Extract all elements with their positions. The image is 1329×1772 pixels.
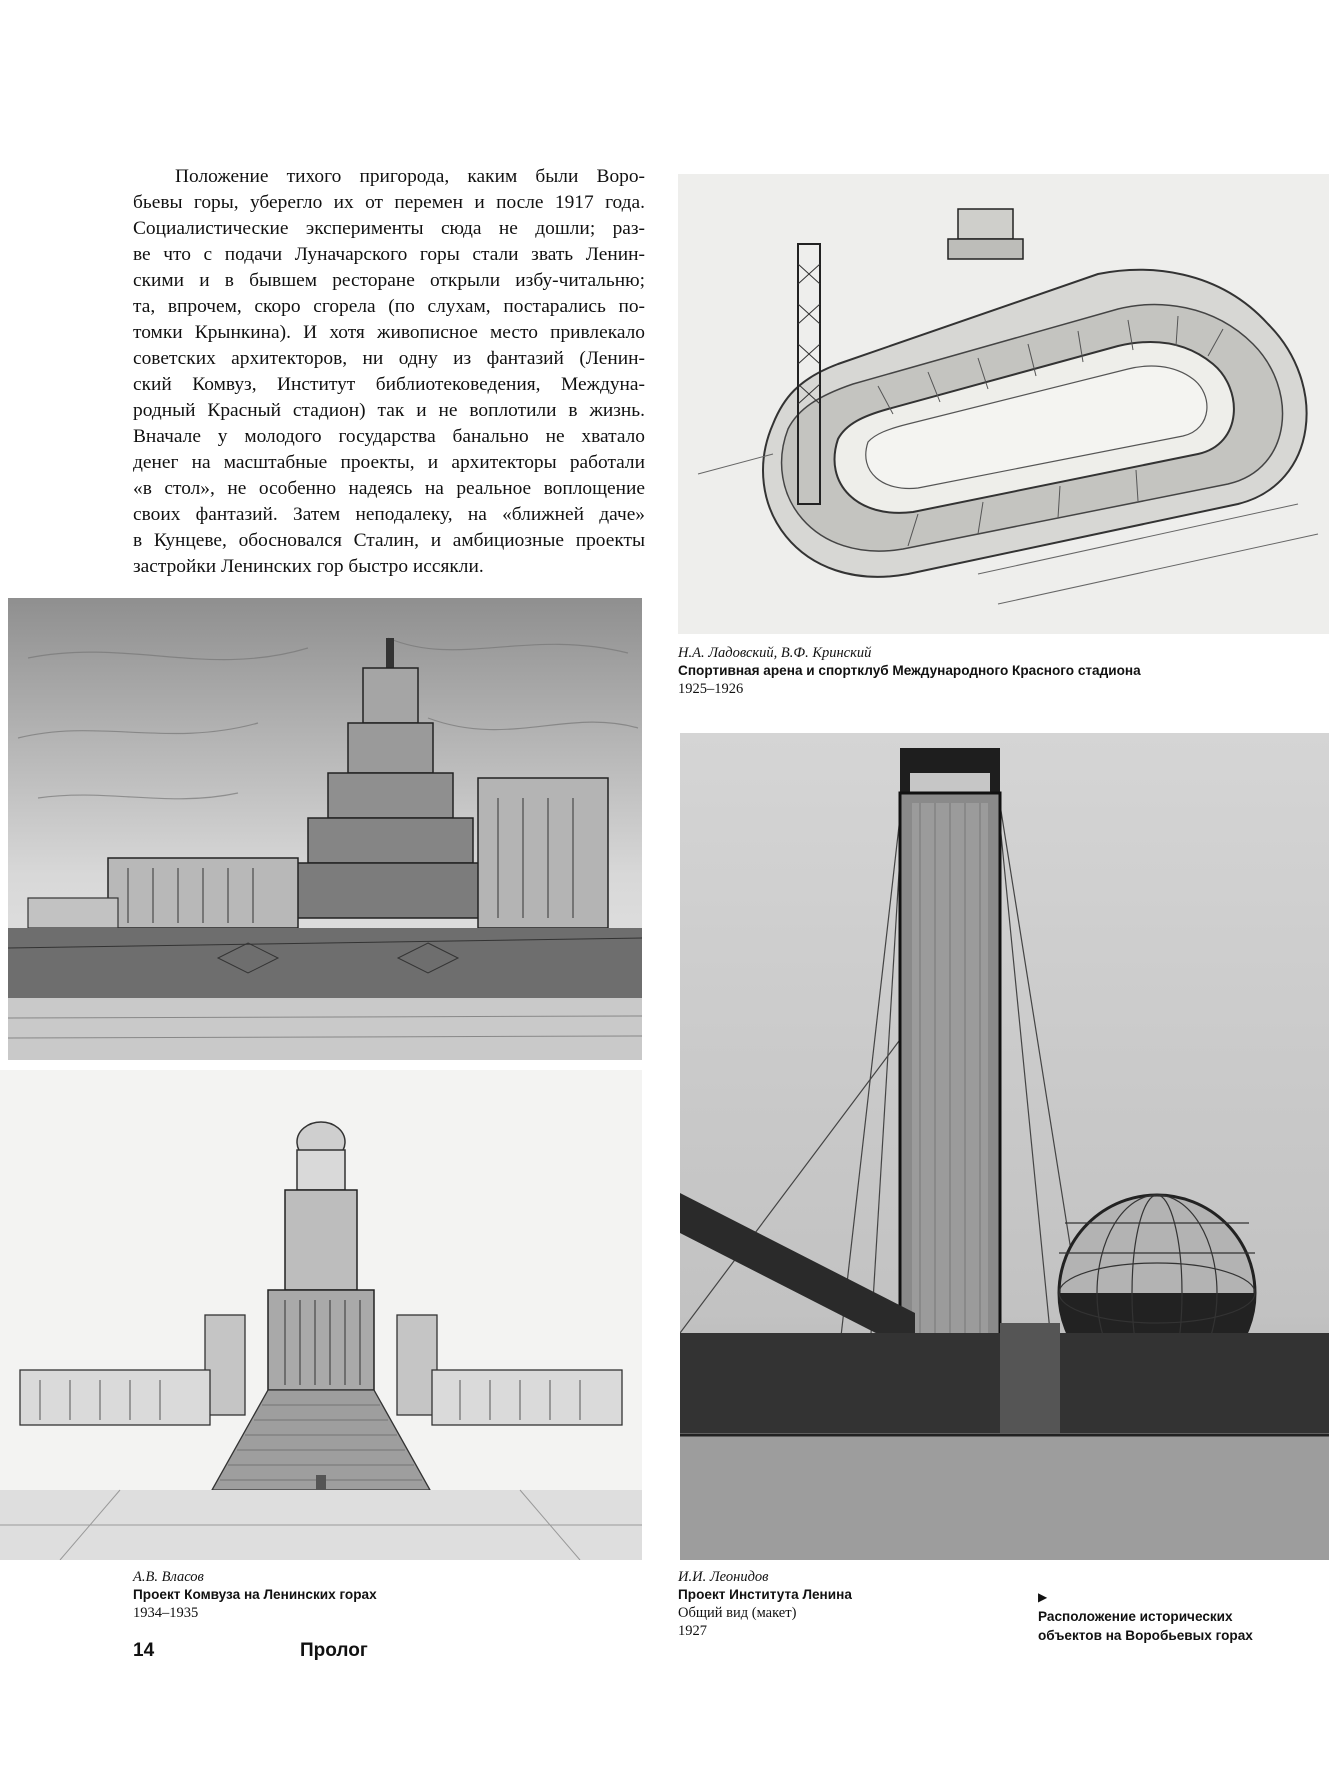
caption-title: Проект Института Ленина <box>678 1587 852 1602</box>
stadium-caption <box>678 644 1298 698</box>
body-line: советских архитекторов, ни одну из фантазий (Ленин- <box>133 348 645 369</box>
caption-author: И.И. Леонидов <box>678 1569 769 1585</box>
caption-years: 1925–1926 <box>678 681 744 697</box>
section-title: Пролог <box>300 1640 368 1661</box>
body-line: ский Комвуз, Институт библиотековедения, Междуна- <box>133 374 645 395</box>
body-line: денег на масштабные проекты, и архитекторы работали <box>133 452 645 473</box>
body-line: Социалистические эксперименты сюда не дошли; раз- <box>133 218 645 239</box>
body-line: «в стол», не особенно надеясь на реальное воплощение <box>133 478 645 499</box>
body-line: застройки Ленинских гор быстро иссякли. <box>133 556 484 577</box>
caption-title: Проект Комвуза на Ленинских горах <box>133 1587 377 1602</box>
komvuz-frontal-image <box>0 1070 642 1560</box>
caption-title: Спортивная арена и спортклуб Международного Красного стадиона <box>678 663 1141 678</box>
body-line: Вначале у молодого государства банально не хватало <box>133 426 645 447</box>
stadium-sketch-image <box>678 174 1329 634</box>
map-reference-note <box>1038 1590 1258 1645</box>
body-line: бьевы горы, уберегло их от перемен и после 1917 года. <box>133 192 645 213</box>
body-line: ве что с подачи Луначарского горы стали звать Ленин- <box>133 244 645 265</box>
lenin-institute-model-image <box>680 733 1329 1560</box>
body-line: скими и в бывшем ресторане открыли избу-читальню; <box>133 270 645 291</box>
komvuz-perspective-image <box>8 598 642 1060</box>
body-line: своих фантазий. Затем неподалеку, на «ближней даче» <box>133 504 645 525</box>
body-line: томки Крынкина). И хотя живописное место привлекало <box>133 322 645 343</box>
komvuz-caption <box>133 1568 613 1622</box>
caption-years: 1934–1935 <box>133 1605 199 1621</box>
caption-author: А.В. Власов <box>133 1569 204 1585</box>
map-reference-text: Расположение исторических объектов на Воробьевых горах <box>1038 1609 1253 1643</box>
caption-subtitle: Общий вид (макет) <box>678 1605 797 1621</box>
body-paragraph <box>133 164 645 580</box>
caption-years: 1927 <box>678 1623 707 1639</box>
arrow-right-icon: ▶ <box>1038 1590 1048 1604</box>
page-number: 14 <box>133 1640 155 1661</box>
body-line: Положение тихого пригорода, каким были Воро- <box>175 166 645 187</box>
lenin-institute-caption <box>678 1568 998 1640</box>
caption-author: Н.А. Ладовский, В.Ф. Кринский <box>678 645 872 661</box>
body-line: та, впрочем, скоро сгорела (по слухам, постарались по- <box>133 296 645 317</box>
body-line: в Кунцеве, обосновался Сталин, и амбициозные проекты <box>133 530 645 551</box>
body-line: родный Красный стадион) так и не воплотили в жизнь. <box>133 400 645 421</box>
